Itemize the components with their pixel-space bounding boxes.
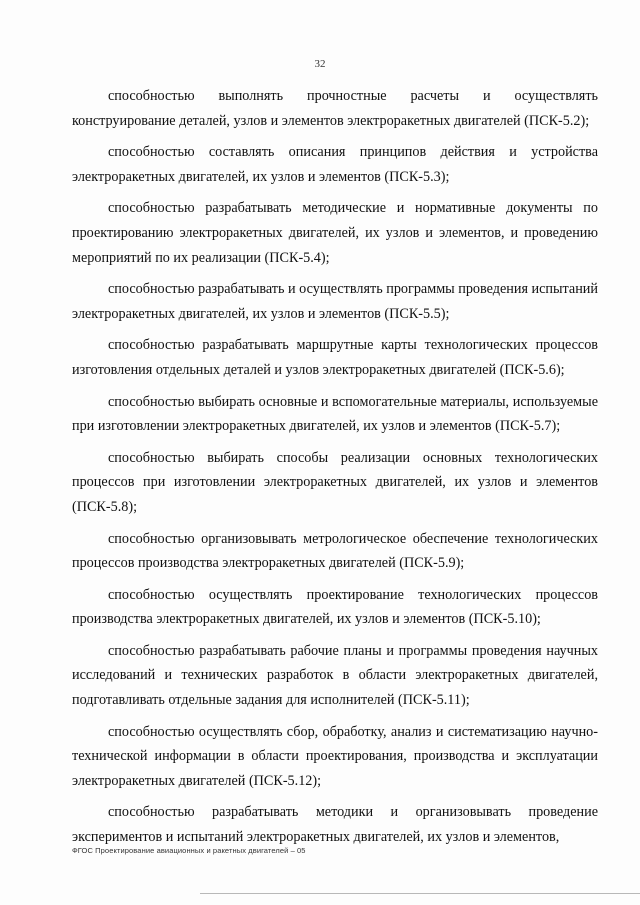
paragraph-psk-5-9: способностью организовывать метрологическое обеспечение технологических процессов производства электроракетных двигателей (ПСК-5.9); (72, 530, 598, 572)
paragraph-psk-5-7: способностью выбирать основные и вспомогательные материалы, используемые при изготовлении электроракетных двигателей, их узлов и элементов (ПСК-5.7); (72, 393, 598, 435)
scan-edge-line (200, 893, 640, 894)
paragraph-psk-5-8: способностью выбирать способы реализации основных технологических процессов при изготовлении электроракетных двигателей, их узлов и элементов (ПСК-5.8); (72, 449, 598, 515)
page-footer: ФГОС Проектирование авиационных и ракетных двигателей – 05 (72, 846, 306, 855)
paragraph-psk-5-3: способностью составлять описания принципов действия и устройства электроракетных двигателей, их узлов и элементов (ПСК-5.3); (72, 144, 598, 185)
paragraph-psk-5-10: способностью осуществлять проектирование технологических процессов производства электроракетных двигателей, их узлов и элементов (ПСК-5.10); (72, 586, 598, 628)
document-body (72, 84, 598, 857)
paragraph-psk-5-5: способностью разрабатывать и осуществлять программы проведения испытаний электроракетных двигателей, их узлов и элементов (ПСК-5.5); (72, 281, 598, 322)
paragraph-psk-5-6: способностью разрабатывать маршрутные карты технологических процессов изготовления отдельных деталей и узлов электроракетных двигателей (ПСК-5.6); (72, 337, 598, 378)
paragraph-psk-5-4: способностью разрабатывать методические и нормативные документы по проектированию электроракетных двигателей, их узлов и элементов, и проведению мероприятий по их реализации (ПСК-5.4); (72, 200, 598, 266)
paragraph-psk-5-2: способностью выполнять прочностные расчеты и осуществлять конструирование деталей, узлов и элементов электроракетных двигателей (ПСК-5.2); (72, 88, 598, 129)
paragraph-psk-5-12: способностью осуществлять сбор, обработку, анализ и систематизацию научно-технической информации в области проектирования, производства и эксплуатации электроракетных двигателей (ПСК-5.12); (72, 723, 598, 789)
page-number: 32 (314, 58, 326, 70)
paragraph-psk-5-11: способностью разрабатывать рабочие планы и программы проведения научных исследований и технических разработок в области электроракетных двигателей, подготавливать отдельные задания для исполнителей (ПСК-5.11); (72, 642, 598, 709)
paragraph-psk-5-13: способностью разрабатывать методики и организовывать проведение экспериментов и испытаний электроракетных двигателей, их узлов и элементов, (72, 804, 598, 846)
